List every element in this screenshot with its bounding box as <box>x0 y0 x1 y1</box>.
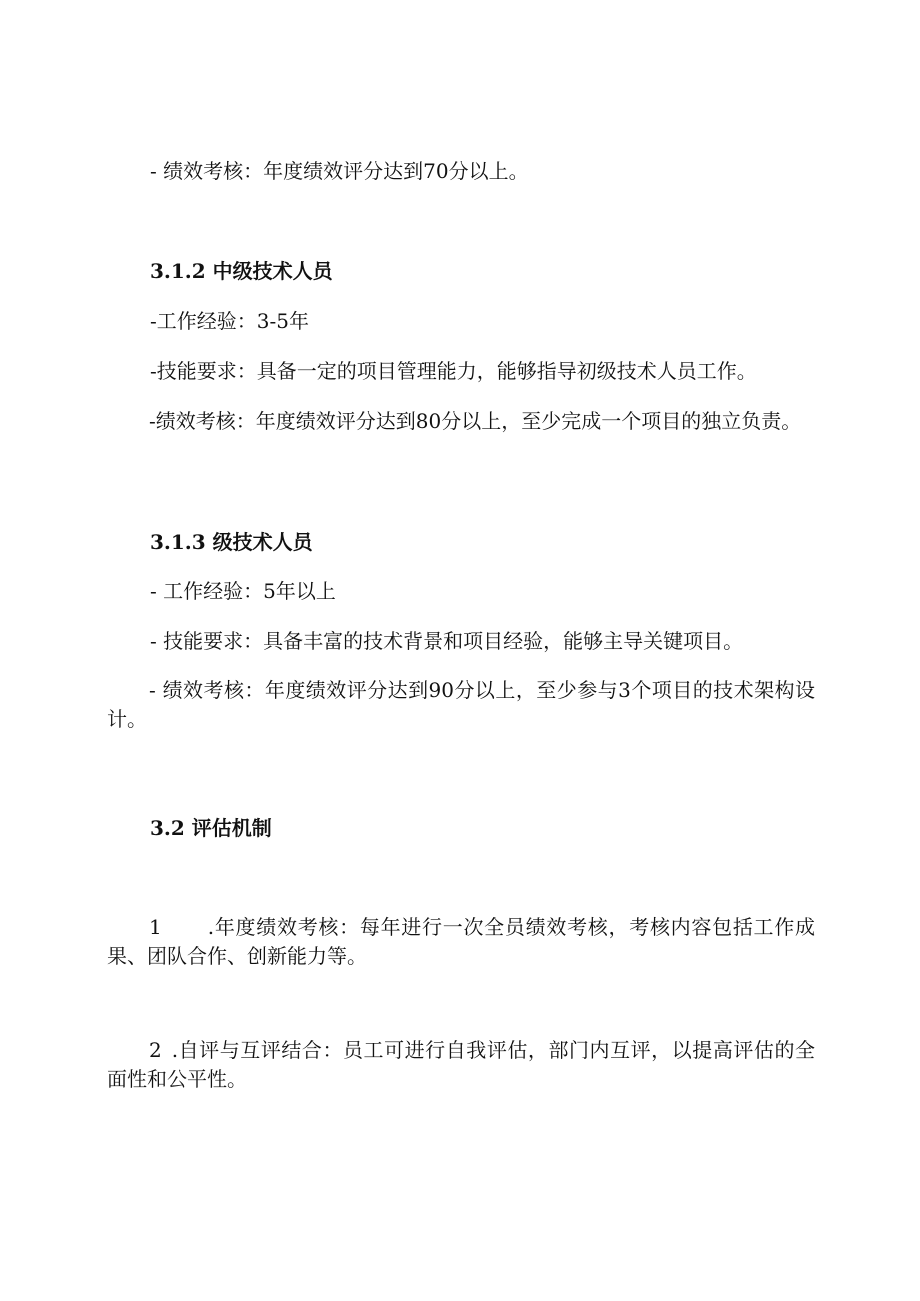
eval-item-2 <box>107 1036 815 1094</box>
eval-item-1-number: 1 <box>149 915 162 939</box>
skills-3-1-2: -技能要求：具备一定的项目管理能力，能够指导初级技术人员工作。 <box>150 359 757 383</box>
eval-item-1 <box>107 913 815 971</box>
performance-3-1-2: -绩效考核：年度绩效评分达到80分以上，至少完成一个项目的独立负责。 <box>149 409 802 433</box>
eval-item-2-number: 2 <box>149 1038 162 1062</box>
performance-3-1-3: - 绩效考核：年度绩效评分达到90分以上，至少参与3个项目的技术架构设计。 <box>107 678 815 731</box>
perf-item-3-1-1: - 绩效考核：年度绩效评分达到70分以上。 <box>150 159 529 183</box>
heading-3-1-2: 3.1.2 中级技术人员 <box>150 259 333 283</box>
heading-3-1-3: 3.1.3 级技术人员 <box>150 530 313 554</box>
experience-3-1-3: - 工作经验：5年以上 <box>150 579 336 603</box>
eval-item-2-text: .自评与互评结合：员工可进行自我评估，部门内互评，以提高评估的全面性和公平性。 <box>107 1038 815 1091</box>
experience-3-1-2: -工作经验：3-5年 <box>150 309 309 333</box>
eval-item-1-text: .年度绩效考核：每年进行一次全员绩效考核，考核内容包括工作成果、团队合作、创新能力等。 <box>107 915 815 968</box>
skills-3-1-3: - 技能要求：具备丰富的技术背景和项目经验，能够主导关键项目。 <box>150 629 744 653</box>
heading-3-2: 3.2 评估机制 <box>150 816 272 840</box>
